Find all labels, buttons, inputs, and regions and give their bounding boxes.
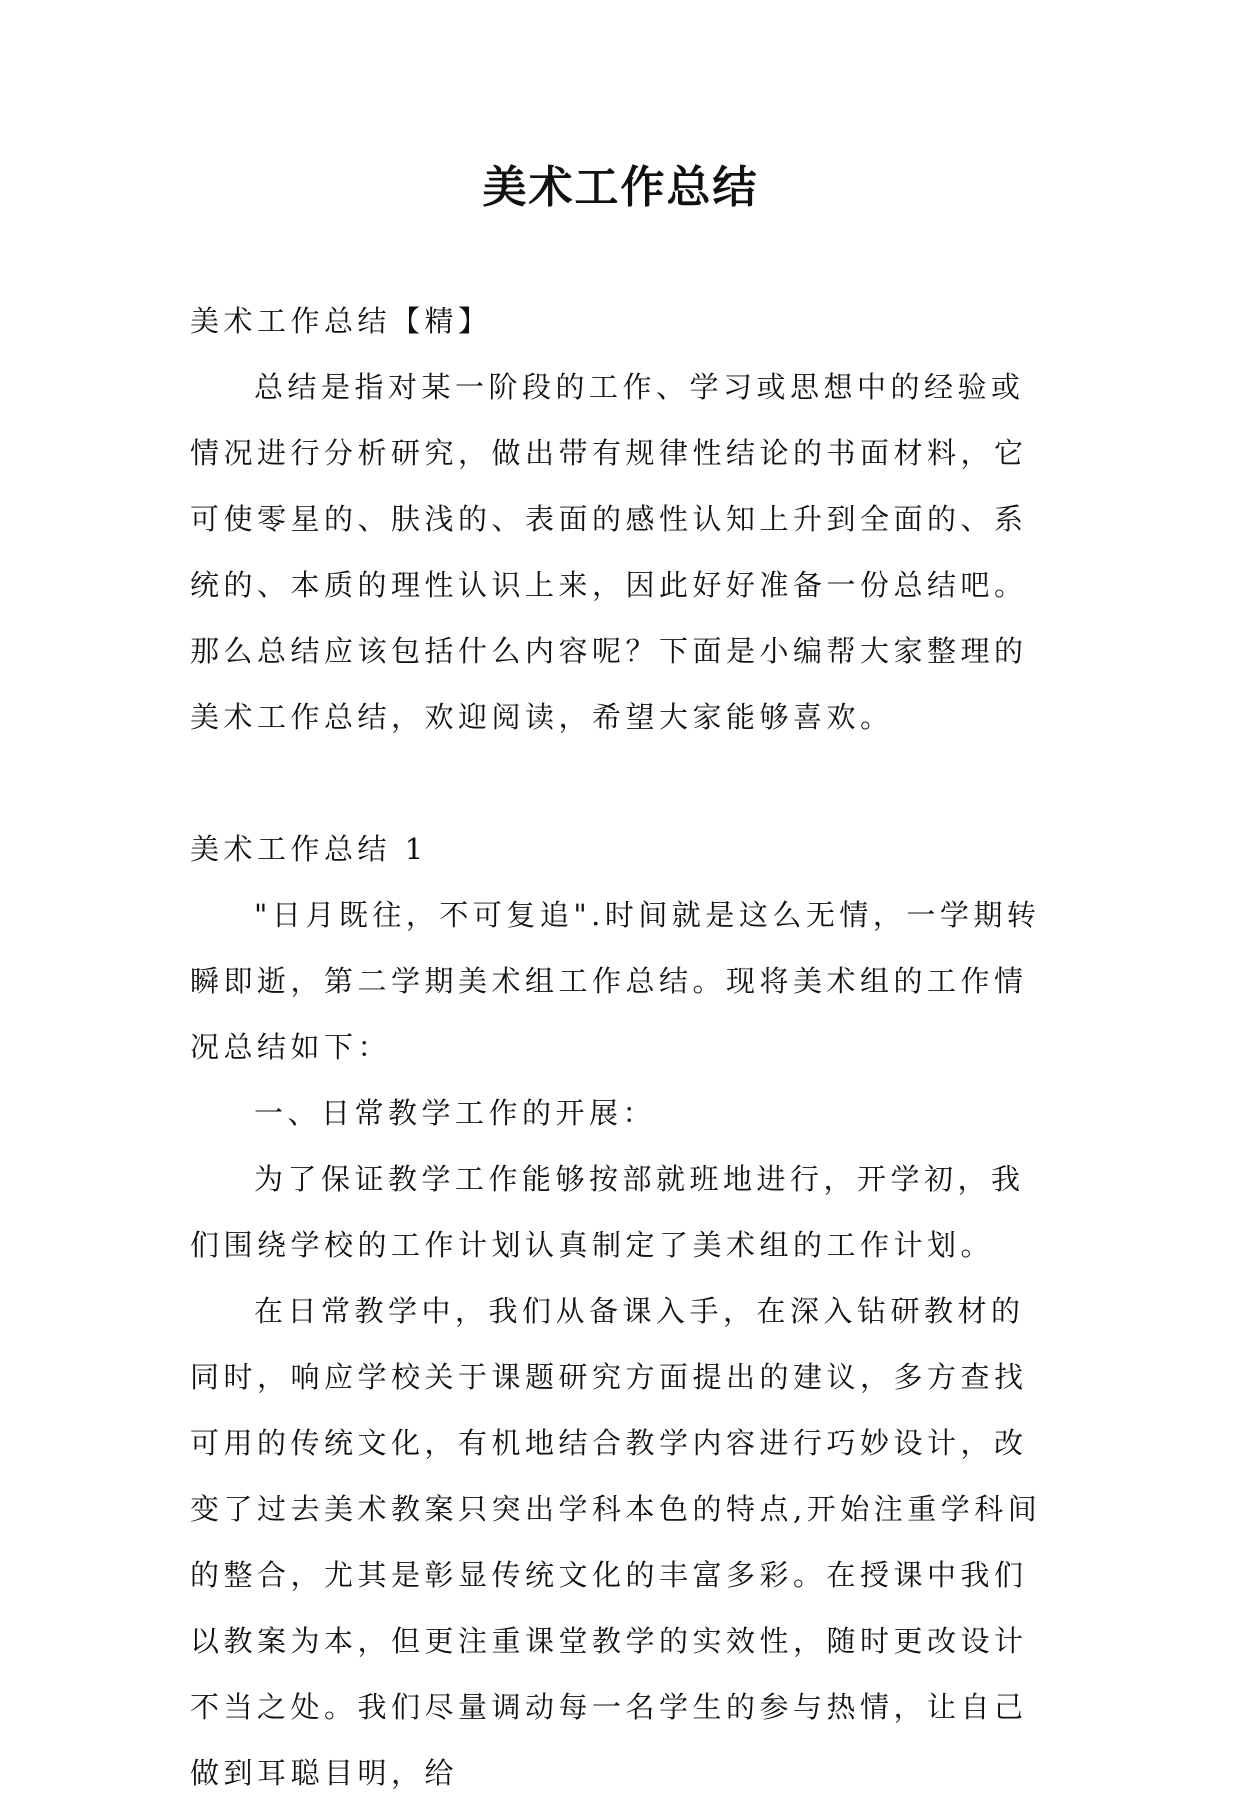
document-title: 美术工作总结 — [482, 162, 759, 213]
document-body — [190, 288, 1054, 1806]
paragraph-opening: "日月既往，不可复追".时间就是这么无情，一学期转瞬即逝，第二学期美术组工作总结。现将美术组的工作情况总结如下： — [190, 898, 1041, 1064]
paragraph-teaching: 在日常教学中，我们从备课入手，在深入钻研教材的同时，响应学校关于课题研究方面提出的建议，多方查找可用的传统文化，有机地结合教学内容进行巧妙设计，改变了过去美术教案只突出学科本色的特点,开始注重学科间的整合，尤其是彰显传统文化的丰富多彩。在授课中我们以教案为本，但更注重课堂教学的实效性，随时更改设计不当之处。我们尽量调动每一名学生的参与热情，让自己做到耳聪目明，给 — [190, 1294, 1042, 1790]
subheading-daily-teaching: 一、日常教学工作的开展： — [254, 1096, 657, 1130]
paragraph-plan: 为了保证教学工作能够按部就班地进行，开学初，我们围绕学校的工作计划认真制定了美术组的工作计划。 — [190, 1162, 1025, 1262]
document-subtitle: 美术工作总结【精】 — [190, 304, 492, 338]
section-heading: 美术工作总结 1 — [190, 832, 428, 866]
section-spacer — [190, 750, 1054, 816]
intro-paragraph: 总结是指对某一阶段的工作、学习或思想中的经验或情况进行分析研究，做出带有规律性结论的书面材料，它可使零星的、肤浅的、表面的感性认知上升到全面的、系统的、本质的理性认识上来，因此好好准备一份总结吧。那么总结应该包括什么内容呢？下面是小编帮大家整理的美术工作总结，欢迎阅读，希望大家能够喜欢。 — [190, 370, 1028, 734]
